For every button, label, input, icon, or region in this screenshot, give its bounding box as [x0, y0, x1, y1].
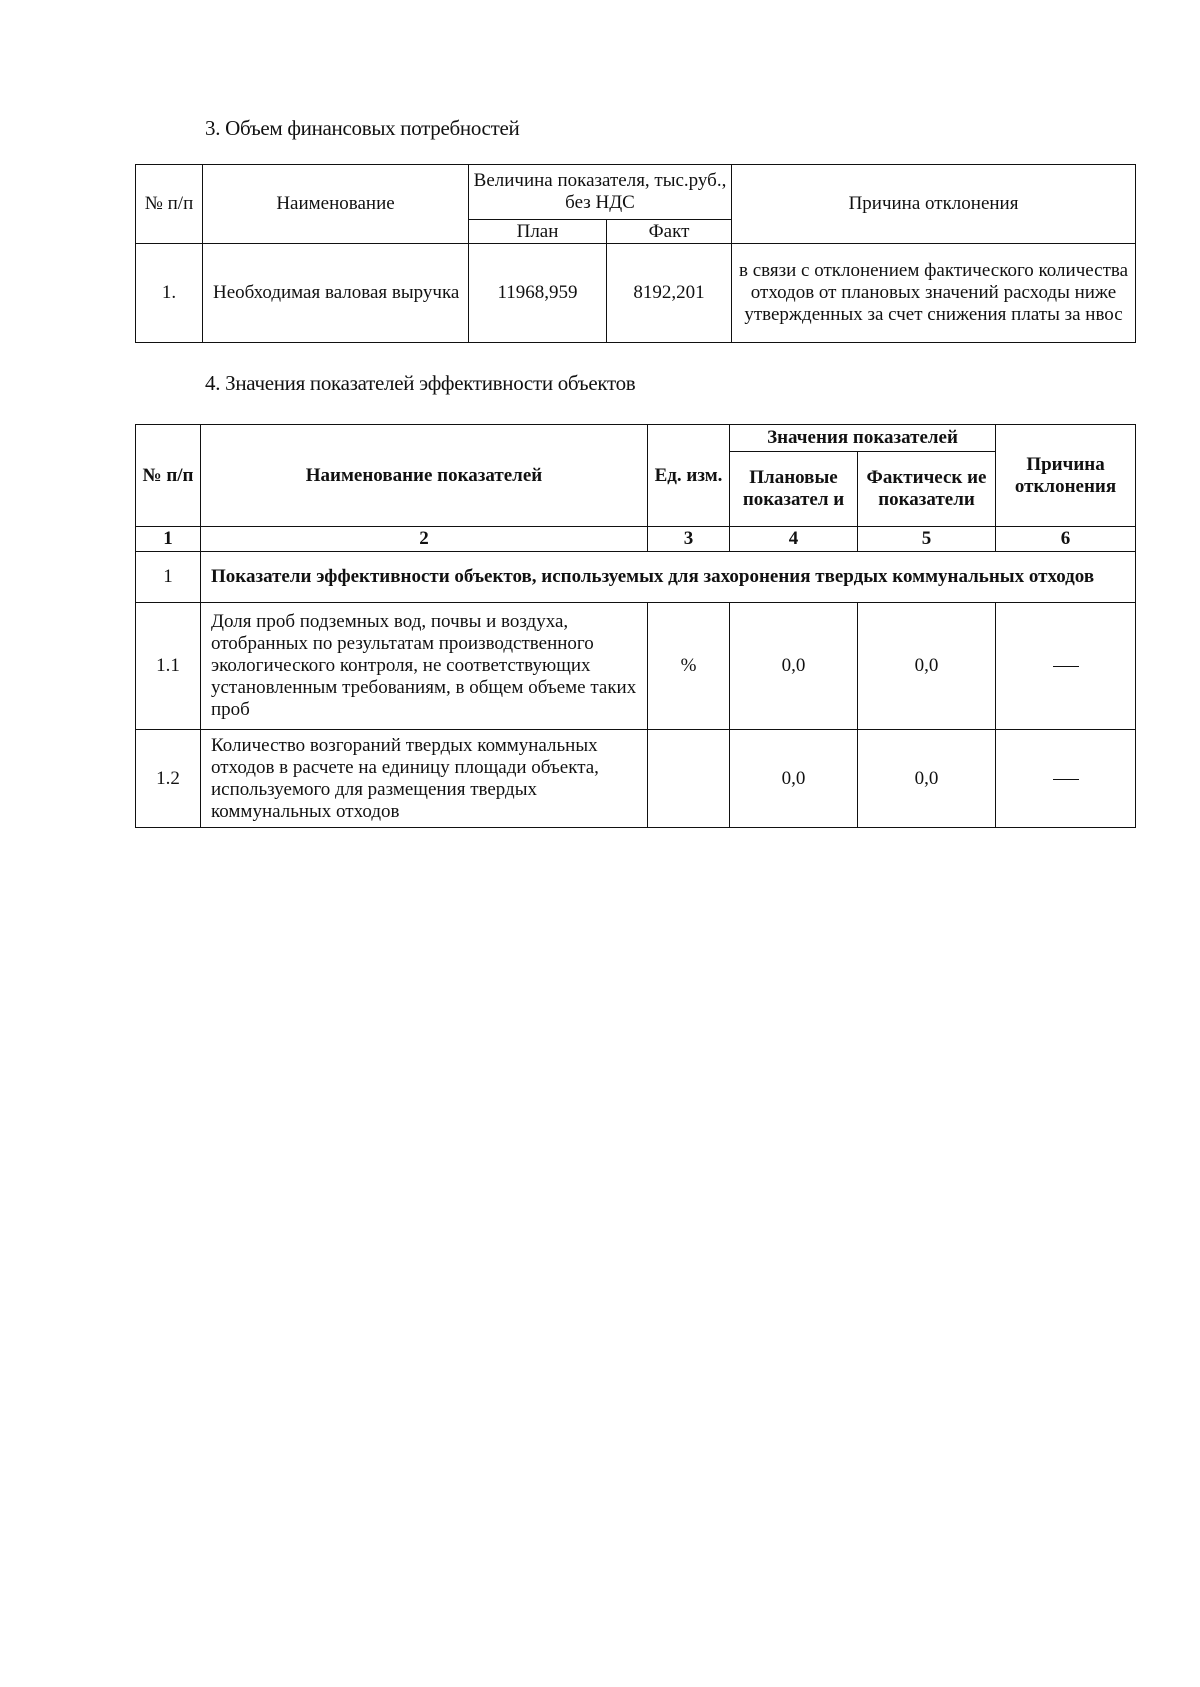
dash-mark [1053, 779, 1079, 780]
row-num: 1.2 [136, 730, 201, 828]
dash-mark [1053, 666, 1079, 667]
column-number: 6 [996, 527, 1136, 552]
header-fact: Факт [607, 220, 732, 244]
row-name: Доля проб подземных вод, почвы и воздуха, отобранных по результатам производственного экологического контроля, не соответствующих установленным требованиям, в общем объеме таких проб [201, 603, 648, 730]
row-reason [996, 603, 1136, 730]
row-unit: % [648, 603, 730, 730]
row-reason: в связи с отклонением фактического количества отходов от плановых значений расходы ниже утвержденных за счет снижения платы за нвос [732, 244, 1136, 343]
header-num: № п/п [136, 425, 201, 527]
row-planned: 0,0 [730, 603, 858, 730]
header-planned: Плановые показател и [730, 452, 858, 527]
section-4-title: 4. Значения показателей эффективности объектов [205, 371, 636, 395]
column-number: 4 [730, 527, 858, 552]
header-reason: Причина отклонения [996, 425, 1136, 527]
row-name: Количество возгораний твердых коммунальных отходов в расчете на единицу площади объекта, используемого для размещения твердых коммунальных отходов [201, 730, 648, 828]
section-3-title: 3. Объем финансовых потребностей [205, 116, 520, 140]
column-number: 5 [858, 527, 996, 552]
table-row [136, 244, 1136, 343]
group-num: 1 [136, 552, 201, 603]
header-reason: Причина отклонения [732, 165, 1136, 244]
row-num: 1. [136, 244, 203, 343]
table-header-row [136, 165, 1136, 220]
row-actual: 0,0 [858, 603, 996, 730]
row-plan: 11968,959 [469, 244, 607, 343]
header-values-group: Значения показателей [730, 425, 996, 452]
column-number: 2 [201, 527, 648, 552]
header-unit: Ед. изм. [648, 425, 730, 527]
row-name: Необходимая валовая выручка [203, 244, 469, 343]
header-actual: Фактическ ие показатели [858, 452, 996, 527]
group-title: Показатели эффективности объектов, используемых для захоронения твердых коммунальных отходов [201, 552, 1136, 603]
header-num: № п/п [136, 165, 203, 244]
row-num: 1.1 [136, 603, 201, 730]
header-value-group: Величина показателя, тыс.руб., без НДС [469, 165, 732, 220]
table-row [136, 603, 1136, 730]
row-planned: 0,0 [730, 730, 858, 828]
row-unit [648, 730, 730, 828]
column-numbers-row [136, 527, 1136, 552]
table-row [136, 730, 1136, 828]
header-plan: План [469, 220, 607, 244]
row-reason [996, 730, 1136, 828]
efficiency-indicators-table [135, 424, 1136, 828]
table-header-row [136, 425, 1136, 452]
column-number: 1 [136, 527, 201, 552]
column-number: 3 [648, 527, 730, 552]
header-name: Наименование показателей [201, 425, 648, 527]
header-name: Наименование [203, 165, 469, 244]
group-row [136, 552, 1136, 603]
financial-needs-table [135, 164, 1136, 343]
row-fact: 8192,201 [607, 244, 732, 343]
row-actual: 0,0 [858, 730, 996, 828]
